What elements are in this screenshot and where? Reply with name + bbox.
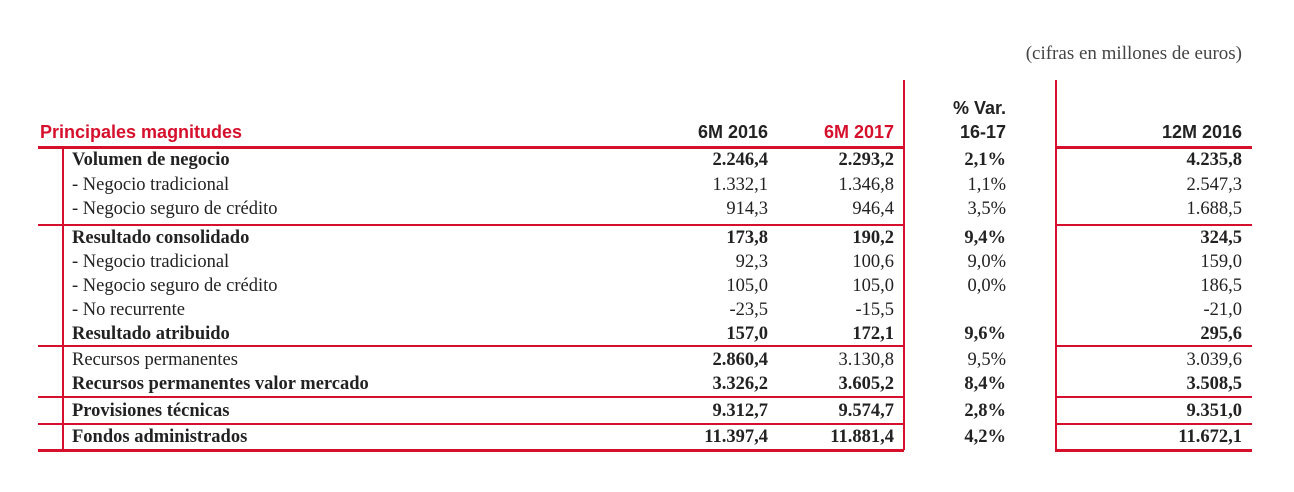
value-6m-2016: 92,3	[735, 252, 768, 272]
value-6m-2016: 9.312,7	[712, 401, 768, 421]
value-var: 2,8%	[964, 401, 1006, 421]
value-12m-2016: 295,6	[1200, 324, 1242, 344]
value-6m-2017: 9.574,7	[838, 401, 894, 421]
row-label: - Negocio tradicional	[72, 252, 230, 272]
value-var: 9,0%	[967, 252, 1006, 272]
row-label: - Negocio seguro de crédito	[72, 276, 278, 296]
table-row	[0, 250, 1294, 274]
table-row	[0, 372, 1294, 396]
value-var: 1,1%	[967, 175, 1006, 195]
col-header-var-line2: 16-17	[959, 122, 1006, 142]
units-note: (cifras en millones de euros)	[1025, 43, 1242, 64]
value-6m-2017: 3.605,2	[838, 374, 894, 394]
value-var: 4,2%	[964, 427, 1006, 447]
row-label: - Negocio seguro de crédito	[72, 199, 278, 219]
table-row	[0, 226, 1294, 250]
value-6m-2016: 105,0	[726, 276, 768, 296]
value-var: 9,5%	[967, 350, 1006, 370]
value-6m-2017: 946,4	[852, 199, 894, 219]
value-6m-2016: -23,5	[729, 300, 768, 320]
col-header-6m-2017: 6M 2017	[823, 122, 894, 142]
value-12m-2016: 186,5	[1200, 276, 1242, 296]
value-6m-2016: 11.397,4	[704, 427, 768, 447]
value-var: 3,5%	[967, 199, 1006, 219]
value-6m-2017: -15,5	[855, 300, 894, 320]
value-12m-2016: 2.547,3	[1186, 175, 1242, 195]
value-6m-2017: 3.130,8	[838, 350, 894, 370]
value-12m-2016: 324,5	[1200, 228, 1242, 248]
value-6m-2016: 1.332,1	[712, 175, 768, 195]
value-6m-2016: 173,8	[726, 228, 768, 248]
value-var: 8,4%	[964, 374, 1006, 394]
value-6m-2016: 2.246,4	[712, 150, 768, 170]
col-header-var-line1: % Var.	[952, 98, 1006, 118]
value-12m-2016: -21,0	[1203, 300, 1242, 320]
value-6m-2017: 2.293,2	[838, 150, 894, 170]
row-label: - No recurrente	[72, 300, 185, 320]
row-label: Resultado consolidado	[72, 228, 250, 248]
value-6m-2016: 157,0	[726, 324, 768, 344]
value-6m-2016: 2.860,4	[712, 350, 768, 370]
value-12m-2016: 1.688,5	[1186, 199, 1242, 219]
value-12m-2016: 3.039,6	[1186, 350, 1242, 370]
value-var: 9,4%	[964, 228, 1006, 248]
value-6m-2016: 914,3	[726, 199, 768, 219]
group-rule-3-main	[38, 396, 904, 398]
row-label: Recursos permanentes	[72, 350, 238, 370]
table-row	[0, 298, 1294, 322]
value-6m-2017: 105,0	[852, 276, 894, 296]
row-label: Resultado atribuido	[72, 324, 230, 344]
table-row	[0, 322, 1294, 346]
col-header-6m-2016: 6M 2016	[697, 122, 768, 142]
table-row	[0, 148, 1294, 172]
value-var: 2,1%	[964, 150, 1006, 170]
value-12m-2016: 159,0	[1200, 252, 1242, 272]
value-6m-2016: 3.326,2	[712, 374, 768, 394]
table-row	[0, 197, 1294, 221]
value-6m-2017: 100,6	[852, 252, 894, 272]
table-row	[0, 274, 1294, 298]
table-title: Principales magnitudes	[40, 122, 243, 142]
value-12m-2016: 9.351,0	[1186, 401, 1242, 421]
row-label: Recursos permanentes valor mercado	[72, 374, 369, 394]
table-row	[0, 173, 1294, 197]
table-row	[0, 399, 1294, 423]
table-row	[0, 348, 1294, 372]
value-6m-2017: 1.346,8	[838, 175, 894, 195]
value-12m-2016: 11.672,1	[1178, 427, 1242, 447]
group-rule-3-12m	[1055, 396, 1252, 398]
table-row	[0, 425, 1294, 449]
value-12m-2016: 3.508,5	[1186, 374, 1242, 394]
value-var: 0,0%	[967, 276, 1006, 296]
value-12m-2016: 4.235,8	[1186, 150, 1242, 170]
row-label: Volumen de negocio	[72, 150, 230, 170]
row-label: - Negocio tradicional	[72, 175, 230, 195]
row-label: Fondos administrados	[72, 427, 248, 447]
bottom-rule-12m	[1055, 449, 1252, 452]
bottom-rule-main	[38, 449, 904, 452]
value-6m-2017: 190,2	[852, 228, 894, 248]
row-label: Provisiones técnicas	[72, 401, 230, 421]
value-var: 9,6%	[964, 324, 1006, 344]
col-header-12m-2016: 12M 2016	[1161, 122, 1242, 142]
value-6m-2017: 11.881,4	[830, 427, 894, 447]
value-6m-2017: 172,1	[852, 324, 894, 344]
